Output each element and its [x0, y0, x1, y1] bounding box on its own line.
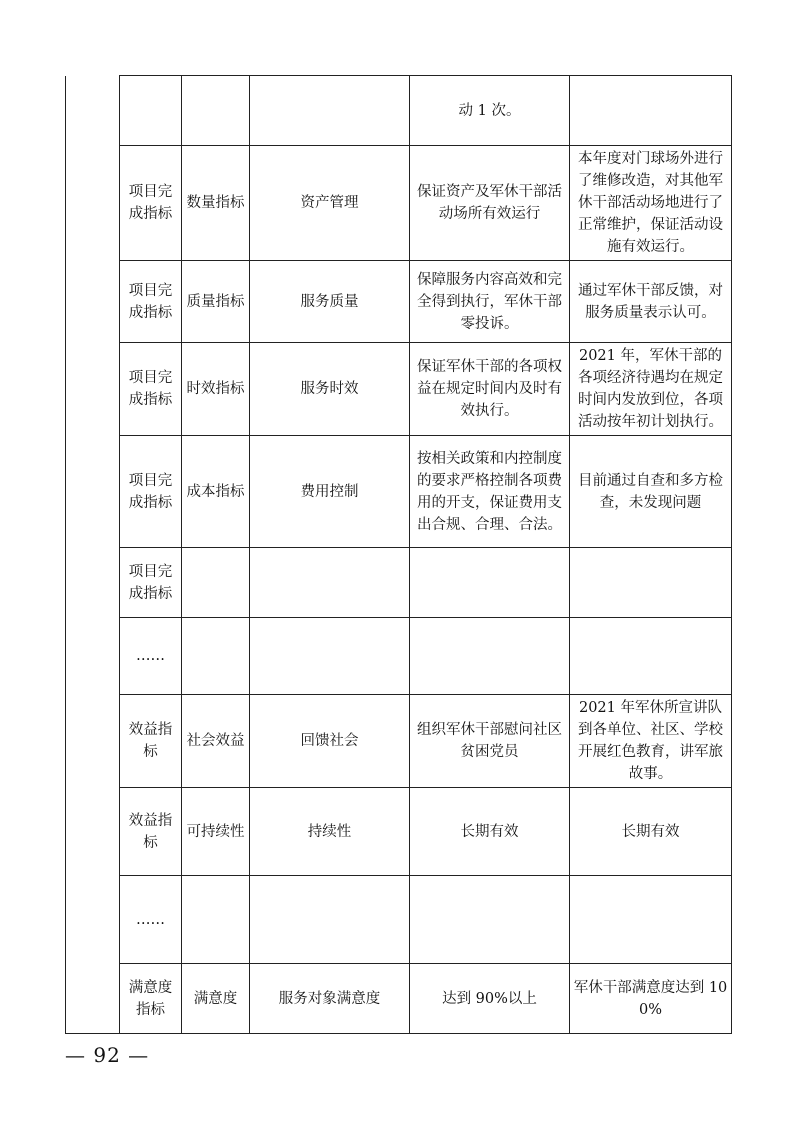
- level1-indicator-cell: 项目完成指标: [120, 343, 182, 436]
- actual-completion-cell: 2021 年，军休干部的各项经济待遇均在规定时间内发放到位，各项活动按年初计划执行。: [570, 343, 732, 436]
- level2-indicator-cell: [182, 548, 250, 618]
- performance-indicator-table: [65, 75, 732, 1034]
- page-number: — 92 —: [65, 1043, 150, 1067]
- level3-indicator-cell: [250, 548, 410, 618]
- level3-indicator-cell: 持续性: [250, 788, 410, 876]
- level1-indicator-cell: 效益指标: [120, 695, 182, 788]
- level2-indicator-cell: 时效指标: [182, 343, 250, 436]
- level1-indicator-cell: 项目完成指标: [120, 548, 182, 618]
- table-row: [66, 146, 732, 261]
- table-row: [66, 436, 732, 548]
- target-value-cell: [410, 618, 570, 695]
- target-value-cell: [410, 876, 570, 964]
- level2-indicator-cell: 可持续性: [182, 788, 250, 876]
- level1-indicator-cell: 效益指标: [120, 788, 182, 876]
- level2-indicator-cell: [182, 876, 250, 964]
- target-value-cell: 保证军休干部的各项权益在规定时间内及时有效执行。: [410, 343, 570, 436]
- level1-indicator-cell: ……: [120, 876, 182, 964]
- actual-completion-cell: 目前通过自查和多方检查，未发现问题: [570, 436, 732, 548]
- level1-indicator-cell: ……: [120, 618, 182, 695]
- level2-indicator-cell: [182, 76, 250, 146]
- level3-indicator-cell: 服务时效: [250, 343, 410, 436]
- level1-indicator-cell: 项目完成指标: [120, 146, 182, 261]
- level2-indicator-cell: 成本指标: [182, 436, 250, 548]
- table-row: [66, 343, 732, 436]
- level3-indicator-cell: 服务质量: [250, 261, 410, 343]
- actual-completion-cell: 通过军休干部反馈，对服务质量表示认可。: [570, 261, 732, 343]
- table-row: [66, 964, 732, 1034]
- level3-indicator-cell: 服务对象满意度: [250, 964, 410, 1034]
- actual-completion-cell: 本年度对门球场外进行了维修改造，对其他军休干部活动场地进行了正常维护，保证活动设施有效运行。: [570, 146, 732, 261]
- actual-completion-cell: 2021 年军休所宣讲队到各单位、社区、学校开展红色教育，讲军旅故事。: [570, 695, 732, 788]
- level2-indicator-cell: 数量指标: [182, 146, 250, 261]
- level1-indicator-cell: [120, 76, 182, 146]
- table-row: [66, 618, 732, 695]
- actual-completion-cell: [570, 618, 732, 695]
- table-row: [66, 695, 732, 788]
- table-row: [66, 876, 732, 964]
- target-value-cell: 长期有效: [410, 788, 570, 876]
- actual-completion-cell: [570, 76, 732, 146]
- level3-indicator-cell: 费用控制: [250, 436, 410, 548]
- table-row: [66, 548, 732, 618]
- target-value-cell: [410, 548, 570, 618]
- level3-indicator-cell: 资产管理: [250, 146, 410, 261]
- level2-indicator-cell: [182, 618, 250, 695]
- level3-indicator-cell: [250, 876, 410, 964]
- table-row: [66, 261, 732, 343]
- actual-completion-cell: [570, 548, 732, 618]
- level1-indicator-cell: 项目完成指标: [120, 436, 182, 548]
- target-value-cell: 组织军休干部慰问社区贫困党员: [410, 695, 570, 788]
- level3-indicator-cell: [250, 618, 410, 695]
- target-value-cell: 保证资产及军休干部活动场所有效运行: [410, 146, 570, 261]
- target-value-cell: 动 1 次。: [410, 76, 570, 146]
- level2-indicator-cell: 社会效益: [182, 695, 250, 788]
- table-row: [66, 76, 732, 146]
- actual-completion-cell: 军休干部满意度达到 100%: [570, 964, 732, 1034]
- level3-indicator-cell: [250, 76, 410, 146]
- actual-completion-cell: 长期有效: [570, 788, 732, 876]
- level1-indicator-cell: 项目完成指标: [120, 261, 182, 343]
- level2-indicator-cell: 质量指标: [182, 261, 250, 343]
- outer-category-cell: [66, 76, 120, 1034]
- actual-completion-cell: [570, 876, 732, 964]
- level1-indicator-cell: 满意度指标: [120, 964, 182, 1034]
- level2-indicator-cell: 满意度: [182, 964, 250, 1034]
- target-value-cell: 按相关政策和内控制度的要求严格控制各项费用的开支，保证费用支出合规、合理、合法。: [410, 436, 570, 548]
- target-value-cell: 达到 90%以上: [410, 964, 570, 1034]
- table-row: [66, 788, 732, 876]
- target-value-cell: 保障服务内容高效和完全得到执行，军休干部零投诉。: [410, 261, 570, 343]
- level3-indicator-cell: 回馈社会: [250, 695, 410, 788]
